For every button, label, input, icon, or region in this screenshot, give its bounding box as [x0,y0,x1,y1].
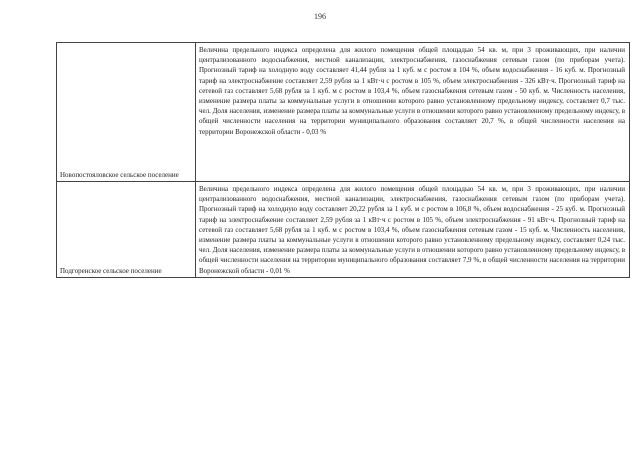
settlement-name: Новопостояловское сельское поселение [60,171,179,179]
settlement-description: Величина предельного индекса определена для жилого помещения общей площадью 54 кв. м, при 3 проживающих, при наличии централизованного водоснабжения, местной канализации, электроснабжения, газоснабжения сетевым газом (по приборам учета). Прогнозный тариф на холодную воду составляет 20,22 рубля за 1 куб. м с ростом в 106,8 %, объем водоснабжения - 25 куб. м. Прогнозный тариф на электроснабжение составляет 2,59 рубля за 1 кВт·ч с ростом в 105 %, объем электроснабжения - 91 кВт·ч. Прогнозный тариф на сетевой газ составляет 5,68 рубля за 1 куб. м с ростом в 103,4 %, объем газоснабжения сетевым газом - 15 куб. м. Численность населения, изменение размера платы за коммунальные услуги в отношении которого равно установленному предельному индексу, составляет 0,24 тыс. чел. Доля населения, изменение размера платы за коммунальные услуги в отношении которого равно установленному предельному индексу, в общей численности населения на территории муниципального образования составляет 7,9 %, в общей численности населения на территории Воронежской области - 0,01 % [199,185,625,275]
settlement-description: Величина предельного индекса определена для жилого помещения общей площадью 54 кв. м, при 3 проживающих, при наличии централизованного водоснабжения, местной канализации, электроснабжения, газоснабжения сетевым газом (по приборам учета). Прогнозный тариф на холодную воду составляет 41,44 рубля за 1 куб. м с ростом в 104 %, объем водоснабжения - 16 куб. м. Прогнозный тариф на электроснабжение составляет 2,59 рубля за 1 кВт·ч с ростом в 105 %, объем электроснабжения - 326 кВт·ч. Прогнозный тариф на сетевой газ составляет 5,68 рубля за 1 куб. м с ростом в 103,4 %, объем газоснабжения сетевым газом - 50 куб. м. Численность населения, изменение размера платы за коммунальные услуги в отношении которого равно установленному предельному индексу, составляет 0,7 тыс. чел. Доля населения, изменение размера платы за коммунальные услуги в отношении которого равно установленному предельному индексу, в общей численности населения на территории муниципального образования составляет 20,7 %, в общей численности населения на территории Воронежской области - 0,03 % [199,46,625,136]
settlement-cell [57,182,196,278]
page-number: 196 [314,12,326,21]
table-row [57,43,630,182]
settlements-table [56,42,630,278]
settlement-cell [57,43,196,182]
settlement-name: Подгоренское сельское поселение [60,267,162,275]
table-row [57,182,630,278]
description-cell [196,43,630,182]
description-cell [196,182,630,278]
